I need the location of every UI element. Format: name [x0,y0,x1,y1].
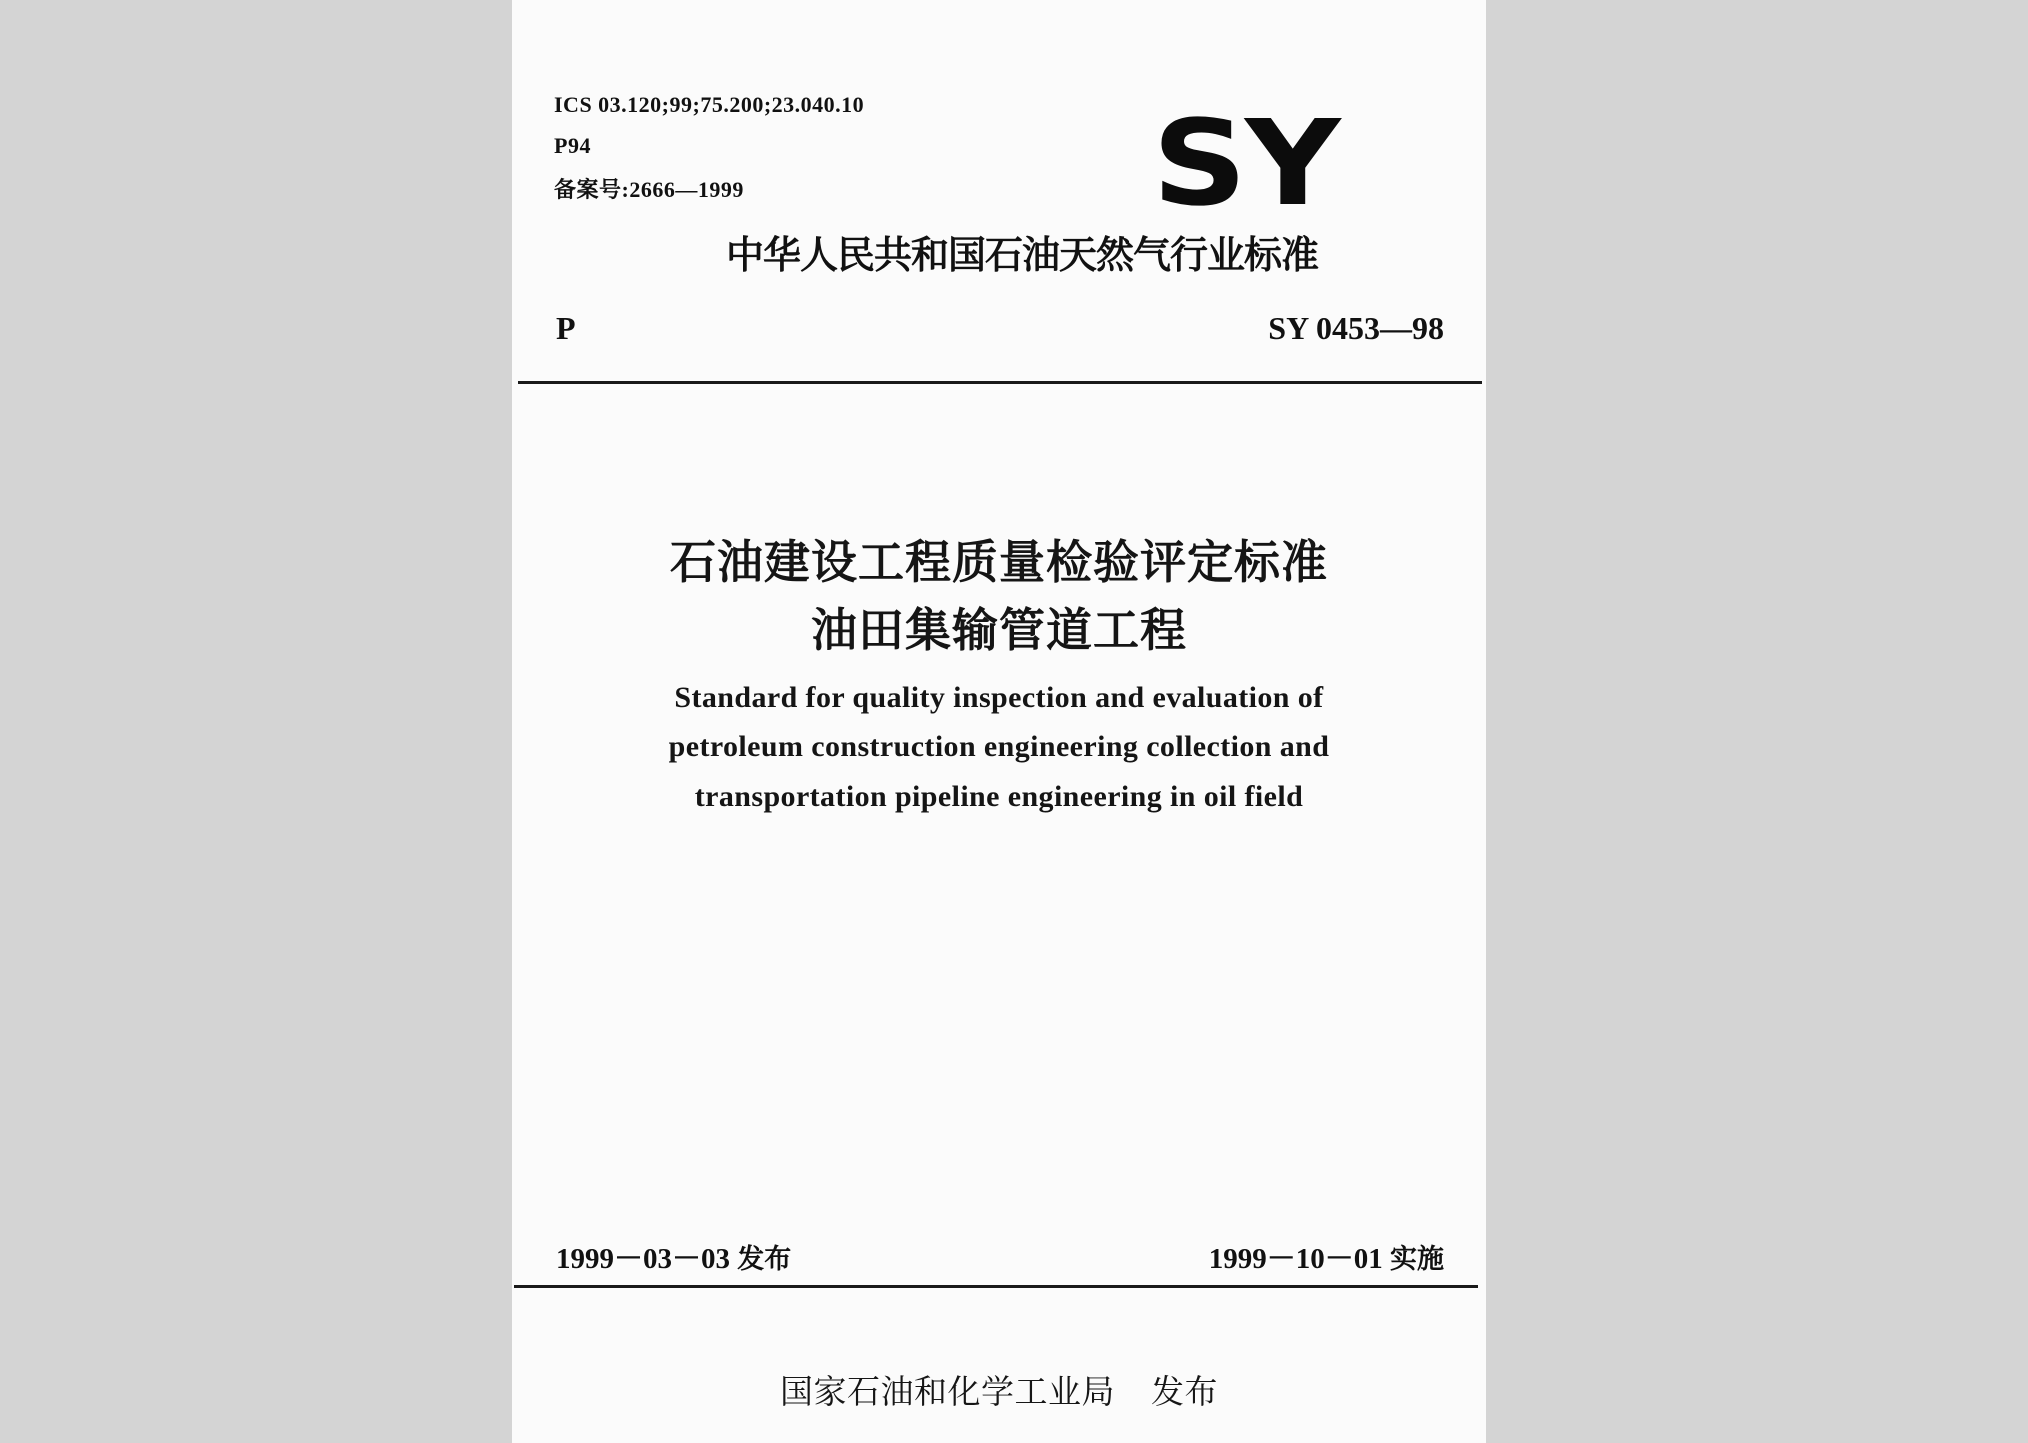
industry-standard-title: 中华人民共和国石油天然气行业标准 [726,233,1319,277]
issue-date-value: 1999－03－03 [556,1243,731,1275]
issue-label: 发布 [737,1244,792,1275]
header-divider [518,381,1482,384]
publisher-name: 国家石油和化学工业局 [780,1372,1115,1411]
ics-code: ICS 03.120;99;75.200;23.040.10 [554,92,865,117]
category-code: P94 [554,133,591,158]
title-en-line1: Standard for quality inspection and evaluation of [674,681,1324,714]
effective-label: 实施 [1390,1244,1444,1275]
effective-date [1209,1236,1444,1277]
standard-number: SY 0453—98 [1268,310,1444,346]
filing-number: 备案号:2666—1999 [554,177,744,202]
publish-label: 发布 [1151,1372,1218,1411]
publisher [512,1366,1486,1413]
title-cn-line2: 油田集输管道工程 [811,603,1187,657]
classification-code: P [556,310,576,346]
title-en-line2: petroleum construction engineering collection and [668,730,1330,763]
document-page [512,0,1486,1443]
footer-divider [514,1285,1478,1288]
issue-date [556,1236,791,1277]
title-cn-line1: 石油建设工程质量检验评定标准 [670,535,1328,589]
sy-logo: SY [1152,94,1339,232]
effective-date-value: 1999－10－01 [1208,1243,1383,1275]
title-en-line3: transportation pipeline engineering in oil field [694,780,1304,813]
